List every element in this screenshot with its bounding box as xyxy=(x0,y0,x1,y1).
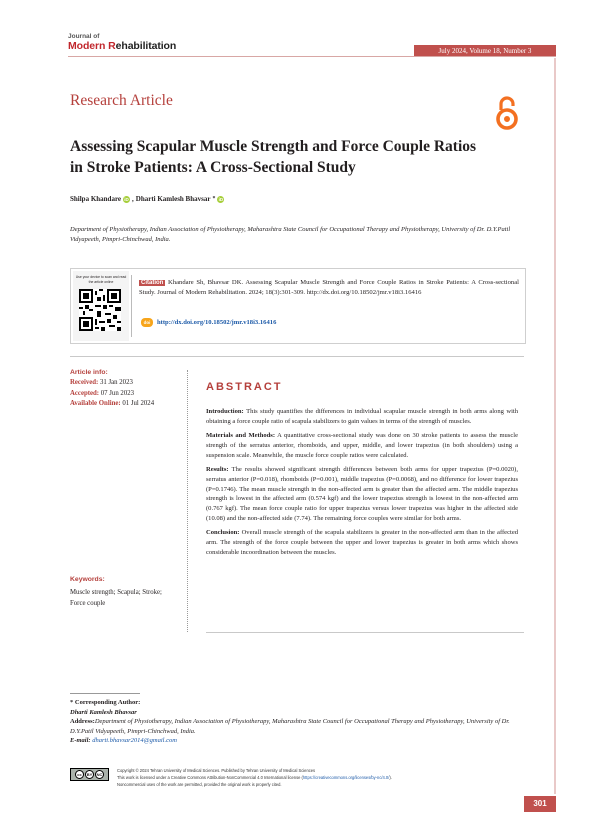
corresponding-mark: * xyxy=(212,196,216,202)
doi-line xyxy=(141,318,276,327)
article-info-heading: Article info: xyxy=(70,369,108,376)
journal-logo-line1: Journal of xyxy=(68,33,100,40)
corresponding-email: E-mail: dharti.bhavsar2014@gmail.com xyxy=(70,737,177,744)
available-row: Available Online: 01 Jul 2024 xyxy=(70,400,155,408)
abstract-heading: ABSTRACT xyxy=(206,381,283,393)
abstract-results: Results: The results showed significant strength differences between both arms for upper trapezius (P=0.0020), serratus anterior (P=0.018), rhomboids (P=0.001), middle trapezius (P=0.0068), and no difference for lower trapezius (P=0.1746). The mean muscle strength in the non-affected arm is greater than the affected arm. The middle trapezius strength is lowest in the affected arm (0.574 kgf) and the lower trapezius strength is lowest in the non-affected arm (0.767 kgf). The mean force couple ratio for upper trapezius versus lower trapezius was higher in the affected side (10.08) and the non-affected side (7.74). The remaining force couples were similar for both arms. xyxy=(206,466,518,522)
doi-link[interactable]: http://dx.doi.org/10.18502/jmr.v18i3.16416 xyxy=(157,319,277,326)
license-line-2: This work is licensed under a Creative Commons Attribution-NonCommercial 4.0 International license (https://creativecommons.org/licenses/by-nc/4.0/). xyxy=(117,775,392,780)
received-row: Received: 31 Jan 2023 xyxy=(70,379,133,387)
journal-logo-line2 xyxy=(68,41,176,52)
section-divider xyxy=(70,356,524,357)
corresponding-name: Dharti Kamlesh Bhavsar xyxy=(70,708,137,716)
license-text xyxy=(117,767,537,788)
open-access-icon xyxy=(493,95,521,131)
journal-logo xyxy=(68,34,176,51)
license-link[interactable]: https://creativecommons.org/licenses/by-nc/4.0/ xyxy=(302,775,390,780)
keywords-text: Muscle strength; Scapula; Stroke; Force couple xyxy=(70,589,162,607)
abstract-conclusion: Conclusion: Overall muscle strength of the scapula stabilizers is greater in the non-affected arm than in the affected arm. The strength of the force couple between the upper and lower trapezius is greater in both arms which shows considerable incoordination between the muscles. xyxy=(206,529,518,556)
author-name: Dharti Kamlesh Bhavsar xyxy=(135,195,211,203)
abstract-end-divider xyxy=(206,632,524,633)
qr-code-icon[interactable] xyxy=(79,289,121,331)
author-name: Shilpa Khandare xyxy=(70,195,122,203)
citation-text xyxy=(139,278,519,298)
journal-logo-rehab: ehabilitation xyxy=(115,39,177,52)
article-title: Assessing Scapular Muscle Strength and Force Couple Ratios in Stroke Patients: A Cross-Sectional Study xyxy=(70,138,477,176)
keywords xyxy=(70,575,170,609)
citation-body: Khandare Sh, Bhavsar DK. Assessing Scapular Muscle Strength and Force Couple Ratios in Stroke Patients: A Cross-sectional Study. Journal of Modern Rehabilitation. 2024; 18(3):301-309. http://dx.doi.org/10.18502/jmr.v18i3.16416 xyxy=(139,279,519,297)
article-info xyxy=(70,368,170,410)
page-edge-strip xyxy=(554,58,556,794)
qr-divider xyxy=(131,275,132,337)
citation-box xyxy=(70,268,526,344)
column-divider xyxy=(187,370,188,632)
author-list xyxy=(70,195,224,203)
orcid-icon[interactable]: iD xyxy=(218,196,224,202)
corresponding-address: Address:Department of Physiotherapy, Indian Association of Physiotherapy, Maharashtra State Council for Occupational Therapy and Physiotherapy, University of Dr. D.Y.Patil Vidyapeeth, Pimpri-Chinchwad, India. xyxy=(70,718,510,735)
article-type: Research Article xyxy=(70,92,173,109)
cc-license-icon: cc BY NC xyxy=(70,768,109,781)
issue-banner: July 2024, Volume 18, Number 3 xyxy=(414,45,556,57)
affiliation: Department of Physiotherapy, Indian Association of Physiotherapy, Maharashtra State Council for Occupational Therapy and Physiotherapy, University of Dr. D.Y.Patil Vidyapeeth, Pimpri-Chinchwad, India. xyxy=(70,226,511,243)
journal-logo-r: R xyxy=(108,39,116,52)
corresponding-author xyxy=(70,698,530,746)
journal-logo-modern: Modern xyxy=(68,39,106,52)
footnote-divider xyxy=(70,693,140,694)
license-line-1: Copyright © 2024 Tehran University of Medical Sciences. Published by Tehran University of Medical Sciences xyxy=(117,768,316,773)
keywords-heading: Keywords: xyxy=(70,576,105,583)
abstract-methods: Materials and Methods: A quantitative cross-sectional study was done on 30 stroke patients to assess the muscle strength of the serratus anterior, rhomboids, and upper, middle, and lower trapezius (in both shoulders) using a suspension scale. Meanwhile, the muscle force couple ratios were calculated. xyxy=(206,432,518,459)
corresponding-heading: * Corresponding Author: xyxy=(70,699,141,706)
qr-panel xyxy=(73,271,129,341)
email-link[interactable]: dharti.bhavsar2014@gmail.com xyxy=(92,737,177,744)
abstract-body xyxy=(206,407,518,562)
page-number: 301 xyxy=(524,796,556,812)
author-separator: , xyxy=(132,195,134,203)
citation-label: Citation xyxy=(141,280,164,286)
abstract-introduction: Introduction: This study quantifies the differences in individual scapular muscle strength in both arms along with obtaining a force couple ratio of scapula stabilizers to gain values in terms of the strength of muscles. xyxy=(206,408,518,425)
header-divider xyxy=(68,56,556,57)
doi-icon: doi xyxy=(141,318,153,327)
orcid-icon[interactable]: iD xyxy=(124,196,129,202)
license-line-3: Noncommercial uses of the work are permitted, provided the original work is properly cited. xyxy=(117,782,282,787)
accepted-row: Accepted: 07 Jun 2023 xyxy=(70,389,135,397)
qr-caption: Use your device to scan and read the article online xyxy=(75,275,127,284)
